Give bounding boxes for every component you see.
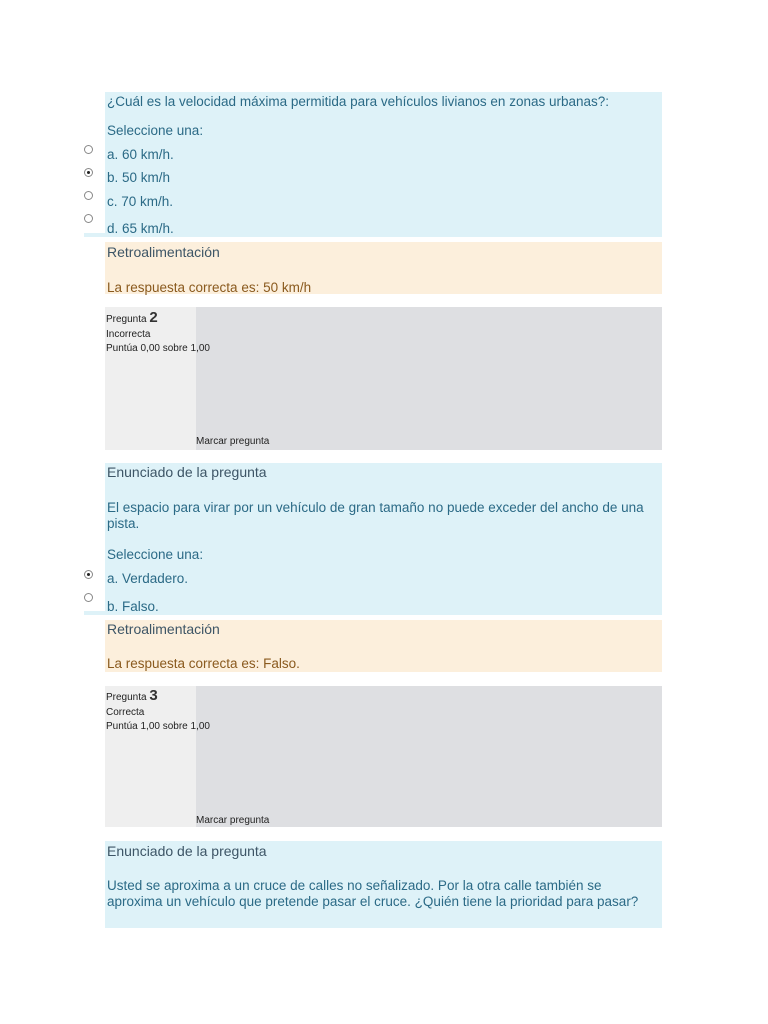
option-strip <box>84 611 105 615</box>
option-b-label[interactable]: b. Falso. <box>107 599 159 614</box>
option-b-radio[interactable] <box>84 593 93 602</box>
option-a-radio[interactable] <box>84 570 93 579</box>
question-2-content <box>105 463 662 615</box>
option-strip <box>84 233 105 237</box>
feedback-title: Retroalimentación <box>107 244 220 260</box>
question-status: Incorrecta <box>106 329 151 340</box>
flag-question-link[interactable]: Marcar pregunta <box>196 815 270 826</box>
option-b-label[interactable]: b. 50 km/h <box>107 170 171 185</box>
option-a-radio[interactable] <box>84 145 93 154</box>
question-status: Correcta <box>106 707 145 718</box>
question-2-text: El espacio para virar por un vehículo de gran tamaño no puede exceder del ancho de una pista. <box>107 500 644 531</box>
feedback-2 <box>105 620 662 672</box>
option-d-radio[interactable] <box>84 214 93 223</box>
feedback-answer: La respuesta correcta es: Falso. <box>107 656 300 671</box>
option-c-radio[interactable] <box>84 191 93 200</box>
question-2-info <box>105 307 662 450</box>
option-a-label[interactable]: a. Verdadero. <box>107 571 189 586</box>
feedback-1 <box>105 242 662 294</box>
question-3-info <box>105 686 662 827</box>
select-prompt: Seleccione una: <box>107 547 204 562</box>
question-3-text: Usted se aproxima a un cruce de calles no señalizado. Por la otra calle también se aproxima un vehículo que pretende pasar el cruce. ¿Quién tiene la prioridad para pasar? <box>107 878 639 909</box>
question-3-content <box>105 841 662 928</box>
feedback-title: Retroalimentación <box>107 621 220 637</box>
question-label: Pregunta <box>106 314 147 325</box>
flag-question-link[interactable]: Marcar pregunta <box>196 436 270 447</box>
question-number-value: 2 <box>149 309 158 326</box>
option-a-label[interactable]: a. 60 km/h. <box>107 147 174 162</box>
question-1-content <box>105 92 662 237</box>
feedback-answer: La respuesta correcta es: 50 km/h <box>107 280 312 295</box>
option-c-label[interactable]: c. 70 km/h. <box>107 194 174 209</box>
question-number-value: 3 <box>149 687 158 704</box>
question-label: Pregunta <box>106 692 147 703</box>
option-b-radio[interactable] <box>84 168 93 177</box>
option-d-label[interactable]: d. 65 km/h. <box>107 221 174 236</box>
question-number <box>106 689 158 704</box>
question-number <box>106 311 158 326</box>
select-prompt: Seleccione una: <box>107 123 204 138</box>
question-score: Puntúa 1,00 sobre 1,00 <box>106 721 210 732</box>
question-heading: Enunciado de la pregunta <box>107 464 267 480</box>
question-score: Puntúa 0,00 sobre 1,00 <box>106 343 210 354</box>
question-1-text: ¿Cuál es la velocidad máxima permitida para vehículos livianos en zonas urbanas?: <box>107 94 610 109</box>
question-heading: Enunciado de la pregunta <box>107 843 267 859</box>
